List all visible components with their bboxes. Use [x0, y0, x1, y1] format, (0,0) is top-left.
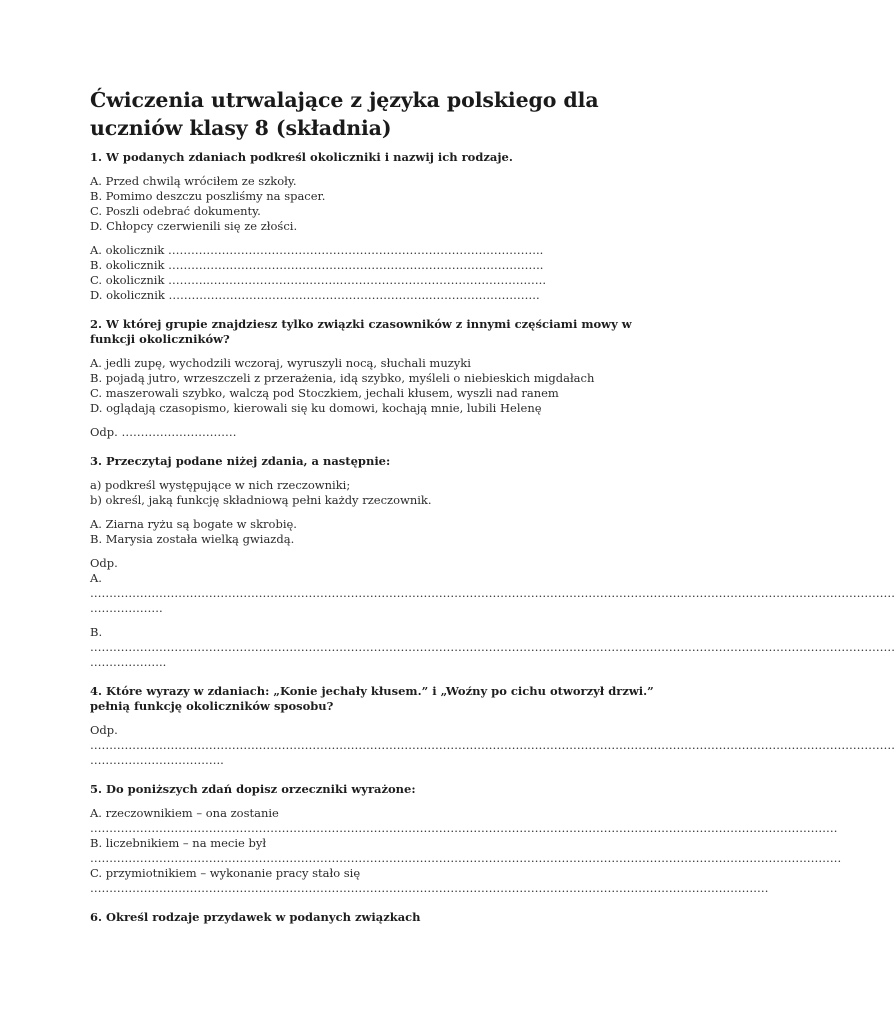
question-2-options	[90, 356, 675, 416]
sentence: D. Chłopcy czerwienili się ze złości.	[90, 219, 298, 233]
option: D. oglądają czasopismo, kierowali się ku domowi, kochają mnie, lubili Helenę	[90, 401, 542, 415]
answer-b-dots: …………………………………………………………………………………………………………………………………………………………………………………………	[90, 640, 895, 654]
question-1-answers	[90, 243, 675, 303]
worksheet	[90, 86, 895, 925]
option: B. pojadą jutro, wrzeszczeli z przerażenia, idą szybko, myśleli o niebieskich migdałach	[90, 371, 595, 385]
sentence: B. Marysia została wielką gwiazdą.	[90, 532, 295, 546]
answer-tail: ……………………………..	[90, 753, 224, 767]
item-label: B. liczebnikiem – na mecie był	[90, 836, 267, 850]
item-label: C. przymiotnikiem – wykonanie pracy stało się	[90, 866, 361, 880]
question-4-answer	[90, 723, 895, 768]
item-dots: ……………………………………………………………………………………………………………………………………………………………………………	[90, 821, 838, 835]
sentence: A. Przed chwilą wróciłem ze szkoły.	[90, 174, 297, 188]
sentence: C. Poszli odebrać dokumenty.	[90, 204, 261, 218]
answer-b-label: B.	[90, 625, 103, 639]
question-5-heading: 5. Do poniższych zdań dopisz orzeczniki wyrażone:	[90, 782, 416, 796]
answer-label: Odp.	[90, 723, 118, 737]
answer-label: Odp.	[90, 556, 118, 570]
question-3-answer	[90, 556, 895, 670]
task: a) podkreśl występujące w nich rzeczowniki;	[90, 478, 351, 492]
answer-line: C. okolicznik ………..……………………..……..………………………………………….…..	[90, 273, 546, 287]
question-5-items	[90, 806, 842, 896]
question-3-sentences	[90, 517, 675, 547]
answer-a-dots: …………………………………………………………………………………………………………………………………………………………………………………………	[90, 586, 895, 600]
answer-line: D. okolicznik …………………………………………………………..………………………..	[90, 288, 540, 302]
question-3-heading: 3. Przeczytaj podane niżej zdania, a następnie:	[90, 454, 391, 468]
answer-b-tail: ………………..	[90, 655, 167, 669]
option: C. maszerowali szybko, walczą pod Stoczkiem, jechali kłusem, wyszli nad ranem	[90, 386, 559, 400]
item-dots: ……………………………………………………………………………………………………………………………………………………………	[90, 881, 769, 895]
sentence: A. Ziarna ryżu są bogate w skrobię.	[90, 517, 297, 531]
answer-line: A. okolicznik ……………………………………………………………………………………..	[90, 243, 544, 257]
question-4-heading: 4. Które wyrazy w zdaniach: „Konie jechały kłusem.” i „Woźny po cichu otworzył drzwi.” pełnią funkcję okoliczników sposobu?	[90, 684, 654, 713]
question-1-sentences	[90, 174, 675, 234]
question-3-tasks	[90, 478, 675, 508]
sentence: B. Pomimo deszczu poszliśmy na spacer.	[90, 189, 326, 203]
answer-dots: …………………………………………………………………………………………………………………………………………………………………………………………	[90, 738, 895, 752]
item-label: A. rzeczownikiem – ona zostanie	[90, 806, 279, 820]
question-2-answer	[90, 425, 675, 440]
option: A. jedli zupę, wychodzili wczoraj, wyruszyli nocą, słuchali muzyki	[90, 356, 471, 370]
answer-a-tail: ……………….	[90, 601, 163, 615]
answer-a-label: A.	[90, 571, 102, 585]
answer-line: Odp. …………………………	[90, 425, 237, 439]
page-title: Ćwiczenia utrwalające z języka polskiego dla uczniów klasy 8 (składnia)	[90, 88, 599, 140]
task: b) określ, jaką funkcję składniową pełni każdy rzeczownik.	[90, 493, 432, 507]
question-1-heading: 1. W podanych zdaniach podkreśl okoliczniki i nazwij ich rodzaje.	[90, 150, 513, 164]
item-dots: …………………………………………………………………………………………………………………………………………………………………………….	[90, 851, 842, 865]
answer-line: B. okolicznik ……………………………………………………………………………………..	[90, 258, 544, 272]
question-6-heading: 6. Określ rodzaje przydawek w podanych związkach	[90, 910, 421, 924]
question-2-heading: 2. W której grupie znajdziesz tylko związki czasowników z innymi częściami mowy w funkcji okoliczników?	[90, 317, 632, 346]
